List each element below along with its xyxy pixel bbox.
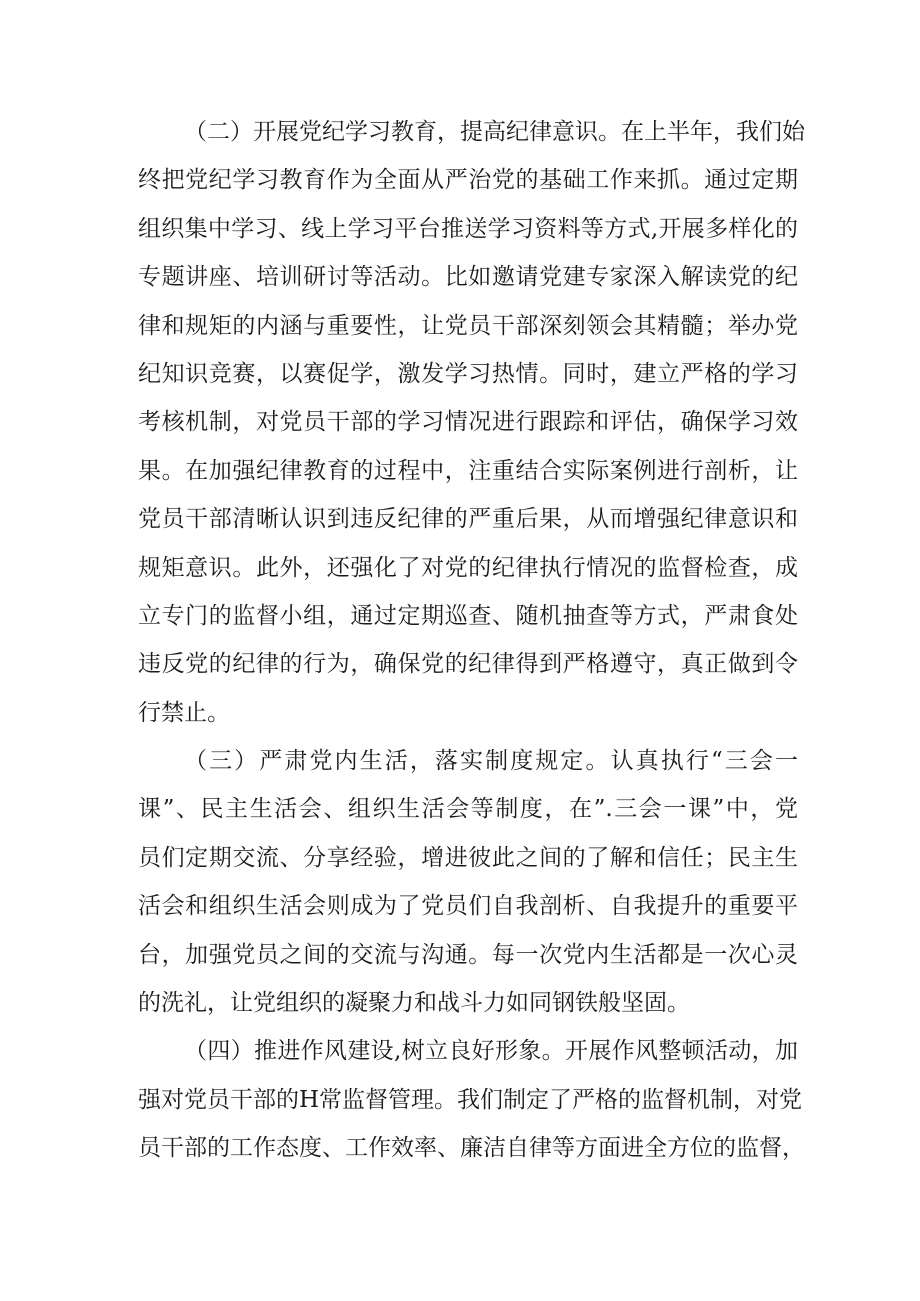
paragraph-line: 党员干部清晰认识到违反纪律的严重后果，从而增强纪律意识和 xyxy=(138,506,798,533)
paragraph-line: 违反党的纪律的行为，确保党的纪律得到严格遵守，真正做到令 xyxy=(138,651,798,678)
paragraph-3 xyxy=(138,737,798,1027)
paragraph-line: 员们定期交流、分享经验，增进彼此之间的了解和信任；民主生 xyxy=(138,844,798,871)
paragraph-line: 行禁止。 xyxy=(138,699,230,726)
paragraph-line: 果。在加强纪律教育的过程中，注重结合实际案例进行剖析，让 xyxy=(138,457,798,484)
paragraph-line: 活会和组织生活会则成为了党员们自我剖析、自我提升的重要平 xyxy=(138,893,798,920)
paragraph-line: （三）严肃党内生活，落实制度规定。认真执行“三会一 xyxy=(184,748,798,775)
paragraph-line: 考核机制，对党员干部的学习情况进行跟踪和评估，确保学习效 xyxy=(138,409,798,436)
document-body xyxy=(138,108,805,1173)
paragraph-line: 规矩意识。此外，还强化了对党的纪律执行情况的监督检查，成 xyxy=(138,554,798,581)
paragraph-line: 台，加强党员之间的交流与沟通。每一次党内生活都是一次心灵 xyxy=(138,941,798,968)
paragraph-line: （二）开展党纪学习教育，提高纪律意识。在上半年，我们始 xyxy=(184,119,805,145)
paragraph-line: 终把党纪学习教育作为全面从严治党的基础工作来抓。通过定期 xyxy=(138,167,798,194)
paragraph-line: 员干部的工作态度、工作效率、廉洁自律等方面进全方位的监督， xyxy=(138,1135,805,1162)
paragraph-line: 组织集中学习、线上学习平台推送学习资料等方式,开展多样化的 xyxy=(138,215,798,242)
paragraph-2 xyxy=(138,108,805,737)
paragraph-4 xyxy=(138,1027,805,1172)
paragraph-line: 纪知识竞赛，以赛促学，激发学习热情。同时，建立严格的学习 xyxy=(138,360,798,387)
paragraph-line: 专题讲座、培训研讨等活动。比如邀请党建专家深入解读党的纪 xyxy=(138,264,798,291)
paragraph-line: 课”、民主生活会、组织生活会等制度，在”.三会一课”中，党 xyxy=(138,796,798,823)
paragraph-line: 律和规矩的内涵与重要性，让党员干部深刻领会其精髓；举办党 xyxy=(138,312,798,339)
paragraph-line: 强对党员干部的H常监督管理。我们制定了严格的监督机制，对党 xyxy=(138,1086,803,1113)
paragraph-line: 的洗礼，让党组织的凝聚力和战斗力如同钢铁般坚固。 xyxy=(138,990,690,1017)
paragraph-line: 立专门的监督小组，通过定期巡查、随机抽查等方式，严肃食处 xyxy=(138,602,798,629)
paragraph-line: （四）推进作风建设,树立良好形象。开展作风整顿活动，加 xyxy=(184,1038,798,1065)
